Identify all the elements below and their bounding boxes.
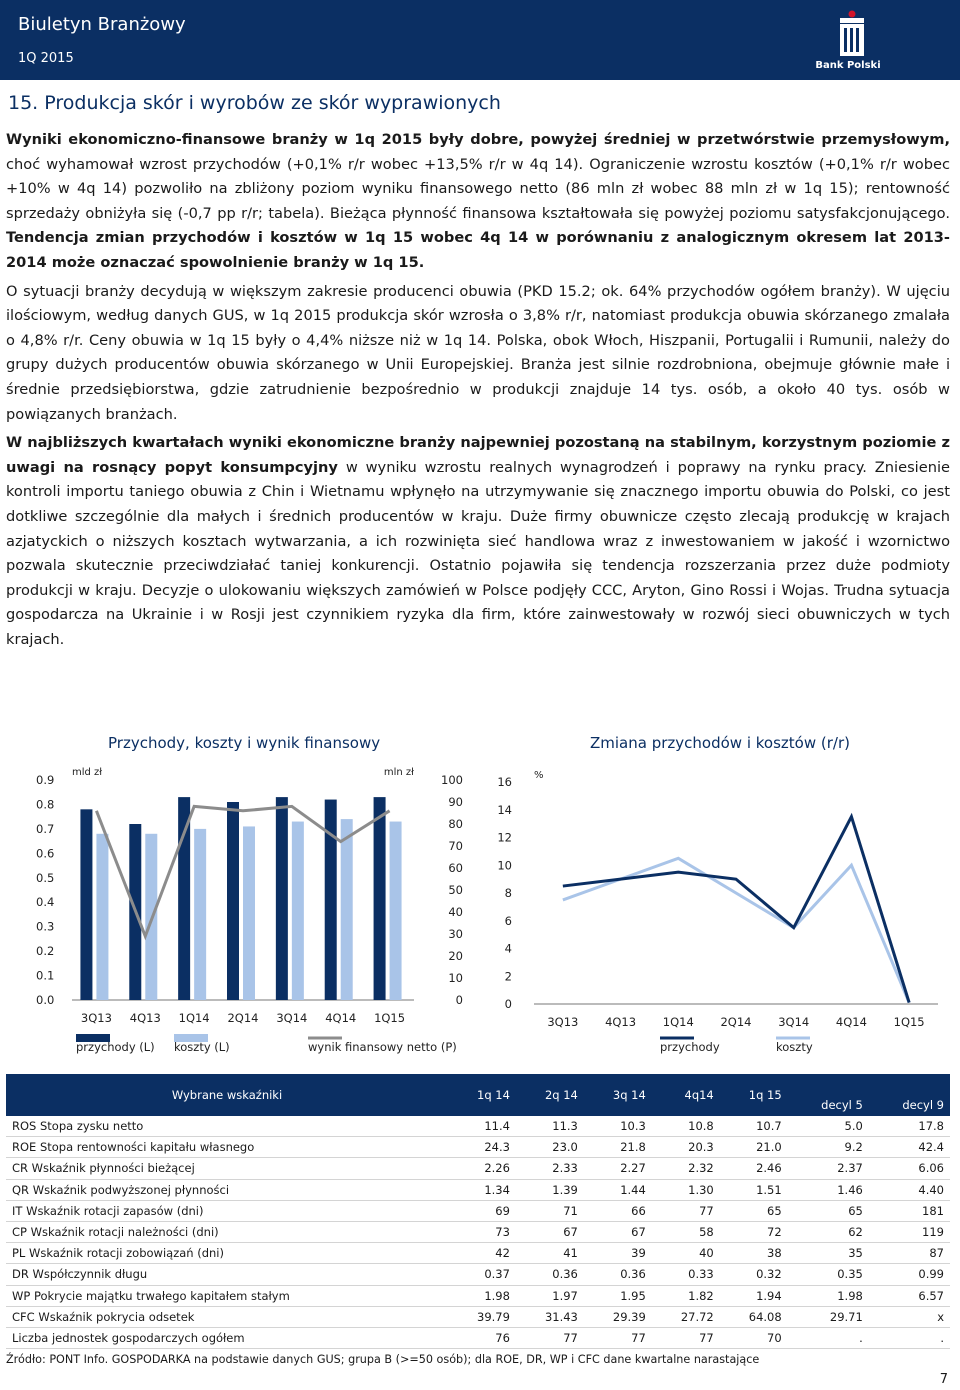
paragraph-3-body: w wyniku wzrostu realnych wynagrodzeń i poprawy na rynku pracy. Zniesienie kontroli importu taniego obuwia z Chin i Wietnamu wpłynęło na utrzymywanie się znacznego importu obuwia do Polski, co jest dotkliwe szczególnie dla małych i średnich producentów w kraju. Duże firmy obuwnicze często zlecają produkcję w krajach azjatyckich o niższych kosztach wytwarzania, a ich rozwinięta sieć handlowa wraz z inwestowaniem w jakość i wzornictwo pozwala skutecznie przeciwdziałać taniej konkurencji. Ostatnio pojawiła się tendencja rozszerzania przez duże podmioty produkcji w kraju. Decyzje o ulokowaniu większych zamówień w Polsce podjęły CCC, Aryton, Gino Rossi i Wojas. Trudna sytuacja gospodarcza na Ukrainie i w Rosji jest czynnikiem ryzyka dla firm, które zainwestowały w rozwój sieci obuwniczych w tych krajach. [6, 458, 951, 648]
chart1-x-tick-label: 1Q15 [374, 1011, 406, 1025]
chart-yoy-change [480, 760, 960, 1060]
chart1-legend-label: przychody (L) [76, 1040, 155, 1054]
chart1-bar-costs [194, 829, 206, 1000]
table-cell: 6.57 [869, 1285, 950, 1306]
chart1-right-tick-label: 50 [448, 883, 463, 897]
chart1-bar-costs [292, 822, 304, 1000]
chart2-line-revenue [563, 817, 909, 1003]
table-cell: 10.7 [720, 1116, 788, 1137]
table-cell: 9.2 [788, 1137, 869, 1158]
chart1-left-tick-label: 0.6 [36, 846, 55, 861]
table-cell: 1.82 [652, 1285, 720, 1306]
chart1-left-tick-label: 0.8 [36, 797, 55, 812]
table-cell: 42.4 [869, 1137, 950, 1158]
table-cell: 23.0 [516, 1137, 584, 1158]
table-cell: 24.3 [448, 1137, 516, 1158]
table-cell: 1.98 [448, 1285, 516, 1306]
chart1-right-tick-label: 80 [448, 817, 463, 831]
chart1-left-tick-label: 0.3 [36, 919, 55, 934]
table-cell: 87 [869, 1243, 950, 1264]
paragraph-1-lead: Wyniki ekonomiczno-finansowe branży w 1q 2015 były dobre, powyżej średniej w przetwórstwie przemysłowym, [6, 131, 950, 148]
chart1-right-tick-label: 60 [448, 861, 463, 875]
chart1-x-tick-label: 3Q14 [276, 1011, 308, 1025]
chart1-bar-costs [390, 822, 402, 1000]
paragraph-3 [6, 431, 950, 652]
table-cell: 1.97 [516, 1285, 584, 1306]
chart2-x-tick-label: 3Q14 [778, 1015, 810, 1029]
table-cell: 1.95 [584, 1285, 652, 1306]
chart2-legend-label: koszty [776, 1040, 813, 1054]
paragraph-1-body: choć wyhamował wzrost przychodów (+0,1% r/r wobec +13,5% r/r w 4q 14). Ograniczenie wzrostu kosztów (+0,1% r/r wobec +10% w 4q 14) pozwoliło na zbliżony poziom wyniku finansowego netto (86 mln zł wobec 88 mln zł w 1q 15); rentowność sprzedaży obniżyła się (-0,7 pp r/r; tabela). Bieżąca płynność finansowa kształtowała się powyżej poziomu satysfakcjonującego. [6, 155, 950, 222]
indicators-table [6, 1074, 950, 1349]
chart1-right-tick-label: 70 [448, 839, 463, 853]
table-cell: 38 [720, 1243, 788, 1264]
table-body [6, 1116, 950, 1349]
table-cell: 77 [652, 1327, 720, 1348]
chart1-right-unit: mln zł [383, 767, 414, 778]
table-cell: 62 [788, 1221, 869, 1242]
table-cell: 29.39 [584, 1306, 652, 1327]
chart1-x-tick-label: 1Q14 [178, 1011, 210, 1025]
table-row [6, 1200, 950, 1221]
table-cell: 17.8 [869, 1116, 950, 1137]
table-cell: 2.32 [652, 1158, 720, 1179]
table-header-row [6, 1074, 950, 1116]
table-row-label: CR Wskaźnik płynności bieżącej [6, 1158, 448, 1179]
chart1-left-tick-label: 0.0 [36, 993, 55, 1007]
source-note: Źródło: PONT Info. GOSPODARKA na podstawie danych GUS; grupa B (>=50 osób); dla ROE, DR, WP i CFC dane kwartalne narastające [6, 1353, 760, 1366]
chart1-right-tick-label: 40 [448, 905, 463, 919]
table-cell: 10.3 [584, 1116, 652, 1137]
table-row [6, 1158, 950, 1179]
table-cell: 1.98 [788, 1285, 869, 1306]
chart1-x-tick-label: 2Q14 [227, 1011, 259, 1025]
table-cell: 65 [788, 1200, 869, 1221]
table-cell: 21.8 [584, 1137, 652, 1158]
table-cell: 77 [516, 1327, 584, 1348]
table-cell: 1.94 [720, 1285, 788, 1306]
chart1-title: Przychody, koszty i wynik finansowy [108, 734, 381, 752]
table-row-label: PL Wskaźnik rotacji zobowiązań (dni) [6, 1243, 448, 1264]
table-header-cell: Wybrane wskaźniki [6, 1074, 448, 1116]
table-header-cell: 1q 14 [448, 1074, 516, 1116]
chart2-y-tick-label: 14 [497, 802, 512, 817]
table-cell: 42 [448, 1243, 516, 1264]
chart2-unit: % [534, 770, 544, 781]
table-cell: 72 [720, 1221, 788, 1242]
chart1-bar-revenue [374, 797, 386, 1000]
table-row-label: QR Wskaźnik podwyższonej płynności [6, 1179, 448, 1200]
table-cell: 0.33 [652, 1264, 720, 1285]
table-cell: 31.43 [516, 1306, 584, 1327]
table-cell: 1.39 [516, 1179, 584, 1200]
table-row [6, 1306, 950, 1327]
chart1-legend-label: koszty (L) [174, 1040, 230, 1054]
table-row [6, 1116, 950, 1137]
table-cell: 69 [448, 1200, 516, 1221]
table-cell: x [869, 1306, 950, 1327]
table-cell: 39 [584, 1243, 652, 1264]
chart2-y-tick-label: 12 [497, 830, 512, 845]
chart1-right-tick-label: 0 [455, 993, 463, 1007]
page-header [0, 0, 960, 80]
chart2-y-tick-label: 6 [504, 913, 512, 928]
table-cell: 0.35 [788, 1264, 869, 1285]
paragraph-1-conclusion: Tendencja zmian przychodów i kosztów w 1q 15 wobec 4q 14 w porównaniu z analogicznym okresem lat 2013-2014 może oznaczać spowolnienie branży w 1q 15. [6, 229, 950, 271]
table-row [6, 1264, 950, 1285]
chart1-right-tick-label: 30 [448, 927, 463, 941]
table-header-cell: decyl 5 [788, 1074, 869, 1116]
table-cell: 10.8 [652, 1116, 720, 1137]
table-cell: 20.3 [652, 1137, 720, 1158]
table-row [6, 1179, 950, 1200]
table-cell: 76 [448, 1327, 516, 1348]
table-cell: 0.99 [869, 1264, 950, 1285]
chart-revenue-costs-result [0, 760, 480, 1060]
table-header-cell: 3q 14 [584, 1074, 652, 1116]
chart1-x-tick-label: 3Q13 [80, 1011, 112, 1025]
table-row [6, 1285, 950, 1306]
chart1-left-tick-label: 0.2 [36, 944, 55, 959]
table-cell: 67 [584, 1221, 652, 1242]
table-row [6, 1327, 950, 1348]
table-header-cell: 2q 14 [516, 1074, 584, 1116]
table-cell: 41 [516, 1243, 584, 1264]
table-row-label: CFC Wskaźnik pokrycia odsetek [6, 1306, 448, 1327]
chart1-left-tick-label: 0.1 [36, 968, 55, 983]
table-cell: 2.37 [788, 1158, 869, 1179]
bulletin-title: Biuletyn Branżowy [18, 14, 186, 35]
indicators-table-wrap [6, 1074, 950, 1349]
table-cell: 5.0 [788, 1116, 869, 1137]
table-cell: 119 [869, 1221, 950, 1242]
table-cell: 77 [652, 1200, 720, 1221]
table-cell: 71 [516, 1200, 584, 1221]
chart2-x-tick-label: 1Q15 [893, 1015, 925, 1029]
table-row [6, 1137, 950, 1158]
table-cell: 0.37 [448, 1264, 516, 1285]
chart1-left-tick-label: 0.4 [36, 895, 55, 910]
chart2-y-tick-label: 0 [504, 997, 512, 1011]
chart1-bar-revenue [80, 809, 92, 1000]
paragraph-2: O sytuacji branży decydują w większym zakresie producenci obuwia (PKD 15.2; ok. 64% przychodów ogółem branży). W ujęciu ilościowym, według danych GUS, w 1q 2015 produkcja skór wzrosła o 3,8% r/r, natomiast produkcja obuwia skórzanego zmalała o 4,8% r/r. Ceny obuwia w 1q 15 były o 4,4% niższe niż w 1q 14. Polska, obok Włoch, Hiszpanii, Portugalii i Rumunii, należy do grupy dużych producentów obuwia skórzanego w Unii Europejskiej. Branża jest silnie rozdrobniona, obejmuje głównie małe i średnie przedsiębiorstwa, gdzie zatrudnienie bezpośrednio w produkcji znajduje 14 tys. osób, a około 40 tys. osób w powiązanych branżach. [6, 282, 950, 423]
table-cell: 65 [720, 1200, 788, 1221]
table-row-label: ROS Stopa zysku netto [6, 1116, 448, 1137]
chart2-legend-label: przychody [660, 1040, 720, 1054]
section-title: 15. Produkcja skór i wyrobów ze skór wyprawionych [8, 92, 501, 114]
table-row-label: CP Wskaźnik rotacji należności (dni) [6, 1221, 448, 1242]
table-cell: 6.06 [869, 1158, 950, 1179]
chart2-y-tick-label: 4 [504, 941, 512, 956]
chart2-x-tick-label: 4Q14 [835, 1015, 867, 1029]
table-cell: 2.46 [720, 1158, 788, 1179]
table-header-cell: 4q14 [652, 1074, 720, 1116]
chart1-x-tick-label: 4Q14 [325, 1011, 357, 1025]
chart1-bar-costs [243, 826, 255, 1000]
table-cell: 40 [652, 1243, 720, 1264]
chart1-bar-revenue [276, 797, 288, 1000]
chart1-bar-costs [341, 819, 353, 1000]
chart1-left-tick-label: 0.5 [36, 870, 55, 885]
body-text [6, 128, 950, 652]
table-cell: 21.0 [720, 1137, 788, 1158]
table-cell: 29.71 [788, 1306, 869, 1327]
table-cell: 27.72 [652, 1306, 720, 1327]
bank-name: Bank Polski [815, 60, 881, 71]
table-cell: 2.33 [516, 1158, 584, 1179]
chart2-x-tick-label: 4Q13 [605, 1015, 637, 1029]
table-header-cell: decyl 9 [869, 1074, 950, 1116]
paragraph-1 [6, 128, 950, 276]
table-cell: 11.3 [516, 1116, 584, 1137]
table-cell: 64.08 [720, 1306, 788, 1327]
table-cell: . [788, 1327, 869, 1348]
chart1-bar-costs [96, 834, 108, 1000]
chart2-y-tick-label: 10 [497, 858, 512, 873]
table-cell: 73 [448, 1221, 516, 1242]
table-cell: 1.34 [448, 1179, 516, 1200]
table-cell: 4.40 [869, 1179, 950, 1200]
table-cell: 0.32 [720, 1264, 788, 1285]
table-cell: . [869, 1327, 950, 1348]
chart1-right-tick-label: 10 [448, 971, 463, 985]
chart1-right-tick-label: 20 [448, 949, 463, 963]
table-cell: 58 [652, 1221, 720, 1242]
table-row-label: DR Współczynnik długu [6, 1264, 448, 1285]
table-cell: 11.4 [448, 1116, 516, 1137]
table-cell: 77 [584, 1327, 652, 1348]
table-header-cell: 1q 15 [720, 1074, 788, 1116]
chart1-x-tick-label: 4Q13 [129, 1011, 161, 1025]
chart2-x-tick-label: 3Q13 [547, 1015, 579, 1029]
table-cell: 181 [869, 1200, 950, 1221]
table-row-label: IT Wskaźnik rotacji zapasów (dni) [6, 1200, 448, 1221]
chart2-y-tick-label: 8 [504, 886, 512, 900]
pko-logo-icon [832, 10, 872, 58]
table-cell: 35 [788, 1243, 869, 1264]
chart2-title: Zmiana przychodów i kosztów (r/r) [590, 734, 850, 752]
chart1-left-tick-label: 0.9 [36, 773, 55, 787]
table-cell: 1.51 [720, 1179, 788, 1200]
chart2-y-tick-label: 2 [504, 969, 512, 984]
chart2-x-tick-label: 1Q14 [662, 1015, 694, 1029]
table-cell: 1.30 [652, 1179, 720, 1200]
table-cell: 39.79 [448, 1306, 516, 1327]
table-row [6, 1221, 950, 1242]
chart1-left-tick-label: 0.7 [36, 821, 55, 836]
chart1-legend-label: wynik finansowy netto (P) [308, 1040, 457, 1054]
table-cell: 0.36 [584, 1264, 652, 1285]
table-cell: 67 [516, 1221, 584, 1242]
table-row-label: ROE Stopa rentowności kapitału własnego [6, 1137, 448, 1158]
table-row [6, 1243, 950, 1264]
chart1-right-tick-label: 90 [448, 795, 463, 809]
chart2-x-tick-label: 2Q14 [720, 1015, 752, 1029]
table-cell: 0.36 [516, 1264, 584, 1285]
page-number: 7 [939, 1372, 948, 1387]
chart1-right-tick-label: 100 [441, 773, 463, 787]
table-cell: 2.26 [448, 1158, 516, 1179]
table-cell: 2.27 [584, 1158, 652, 1179]
table-cell: 70 [720, 1327, 788, 1348]
bulletin-period: 1Q 2015 [18, 51, 74, 66]
table-row-label: WP Pokrycie majątku trwałego kapitałem stałym [6, 1285, 448, 1306]
table-cell: 1.46 [788, 1179, 869, 1200]
paragraph-3-lead: W najbliższych kwartałach wyniki ekonomiczne branży najpewniej pozostaną na stabilnym, korzystnym poziomie z uwagi na rosnący popyt konsumpcyjny [6, 434, 950, 476]
table-row-label: Liczba jednostek gospodarczych ogółem [6, 1327, 448, 1348]
chart1-bar-revenue [227, 802, 239, 1000]
chart1-bar-revenue [178, 797, 190, 1000]
table-cell: 66 [584, 1200, 652, 1221]
table-cell: 1.44 [584, 1179, 652, 1200]
chart2-y-tick-label: 16 [497, 775, 512, 789]
chart1-left-unit: mld zł [72, 767, 103, 778]
